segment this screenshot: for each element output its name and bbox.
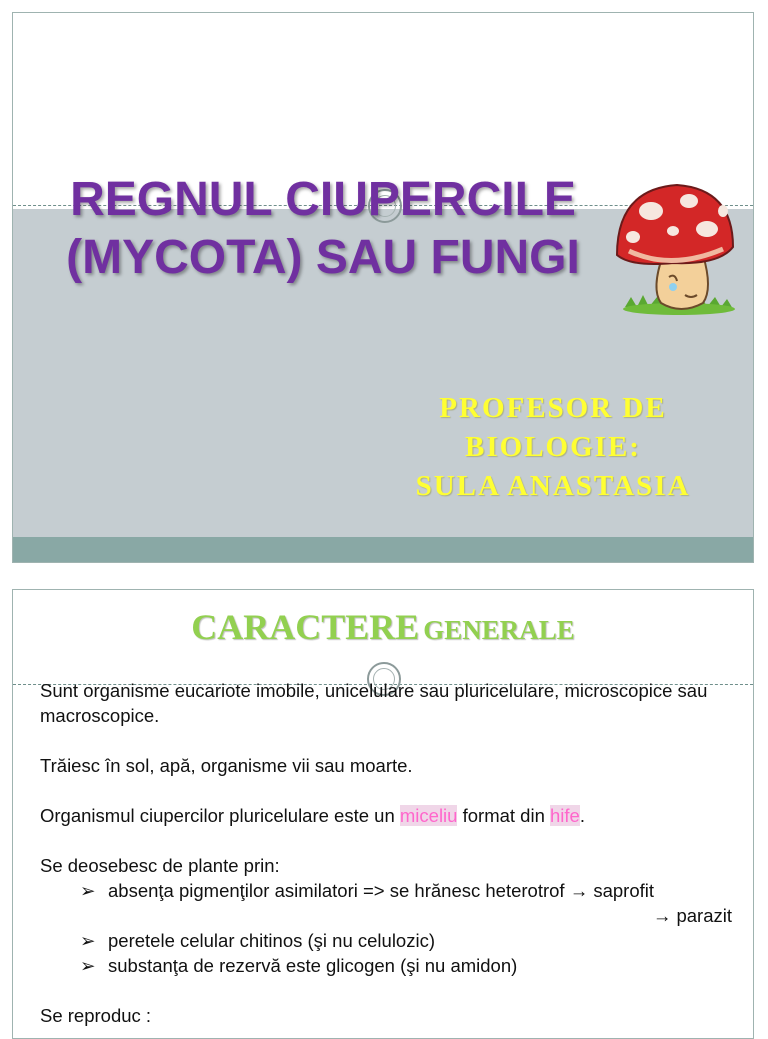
list-item: ➢ absenţa pigmenţilor asimilatori => se hrănesc heterotrof → saprofit (80, 880, 655, 901)
content-slide (12, 589, 754, 1039)
paragraph-mycelium: Organismul ciupercilor pluricelulare este un miceliu format din hife. (40, 805, 585, 826)
paragraph-reproduction: Se reproduc : (40, 1005, 152, 1026)
paragraph-differences: Se deosebesc de plante prin: (40, 855, 280, 876)
bullet-arrow-icon: ➢ (80, 930, 96, 951)
author-block (373, 389, 733, 506)
bottom-band (13, 537, 753, 563)
paragraph-habitat: Trăiesc în sol, apă, organisme vii sau moarte. (40, 755, 413, 776)
slide-body (40, 678, 740, 1028)
term-hife: hife (550, 805, 580, 826)
slide-heading (13, 606, 753, 648)
bullet-arrow-icon: ➢ (80, 955, 96, 976)
list-item-continuation: → parazit (652, 905, 732, 926)
list-item: ➢ substanţa de rezervă este glicogen (şi nu amidon) (80, 955, 518, 976)
author-line-2: BIOLOGIE: (465, 431, 641, 463)
slide-title (33, 171, 613, 287)
author-line-3: SULA ANASTASIA (415, 470, 691, 502)
paragraph-organisms: Sunt organisme eucariote imobile, unicelulare sau pluricelulare, microscopice sau macroscopice. (40, 680, 708, 726)
title-line-1: REGNUL CIUPERCILE (70, 173, 576, 226)
mushroom-icon (611, 181, 737, 317)
author-line-1: PROFESOR DE (439, 392, 667, 424)
term-miceliu: miceliu (399, 805, 458, 826)
title-line-2: (MYCOTA) SAU FUNGI (66, 231, 580, 284)
list-item: ➢ peretele celular chitinos (şi nu celulozic) (80, 930, 435, 951)
heading-secondary: GENERALE (423, 615, 575, 645)
title-slide (12, 12, 754, 563)
bullet-arrow-icon: ➢ (80, 880, 96, 901)
heading-main: CARACTERE (191, 607, 420, 647)
